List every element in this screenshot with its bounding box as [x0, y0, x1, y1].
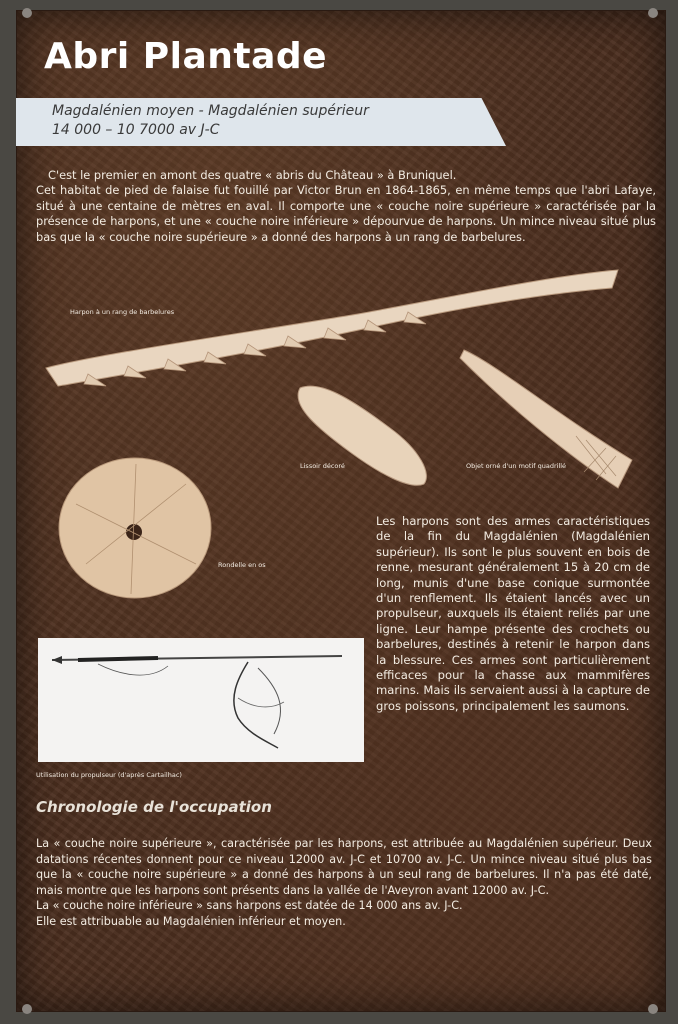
- intro-paragraph-2: Cet habitat de pied de falaise fut fouillé par Victor Brun en 1864-1865, en même temps que l'abri Lafaye, situé à une centaine de mètres en aval. Il comporte une « couche noire supérieure » caractérisée par la présence de harpons, et une « couche noire inférieure » dépourvue de harpons. Un mince niveau situé plus bas que la « couche noire supérieure » a donné des harpons à un rang de barbelures.: [36, 183, 656, 244]
- harpons-description: Les harpons sont des armes caractéristiques de la fin du Magdalénien (Magdalénien supérieur). Ils sont le plus souvent en bois de renne, mesurant généralement 15 à 20 cm de long, munis d'une base conique surmontée d'un renflement. Ils étaient lancés avec un propulseur, auxquels ils étaient reliés par une ligne. Leur hampe présente des crochets ou barbelures, destinés à retenir le harpon dans la blessure. Ces armes sont particulièrement efficaces pour la chasse aux mammifères marins. Mais ils servaient aussi à la capture de gros poissons, principalement les saumons.: [376, 514, 650, 713]
- caption-harpon: Harpon à un rang de barbelures: [70, 308, 175, 316]
- screw-icon: [22, 1004, 32, 1014]
- screw-icon: [22, 8, 32, 18]
- chronology-paragraph-2: La « couche noire inférieure » sans harpons est datée de 14 000 ans av. J-C.: [36, 899, 463, 913]
- lissoir-image: [290, 378, 436, 490]
- rondelle-image: [56, 454, 216, 604]
- propulseur-illustration: [38, 638, 364, 762]
- dates-text: 14 000 – 10 7000 av J-C: [52, 122, 220, 138]
- intro-paragraph-1: C'est le premier en amont des quatre « abris du Château » à Bruniquel.: [48, 168, 457, 182]
- caption-lissoir: Lissoir décoré: [300, 462, 345, 470]
- caption-objet: Objet orné d'un motif quadrillé: [466, 462, 567, 470]
- chronology-heading: Chronologie de l'occupation: [36, 798, 272, 816]
- screw-icon: [648, 1004, 658, 1014]
- period-text: Magdalénien moyen - Magdalénien supérieur: [52, 103, 369, 119]
- chronology-text: [36, 836, 652, 930]
- chronology-paragraph-1: La « couche noire supérieure », caractérisée par les harpons, est attribuée au Magdalénien supérieur. Deux datations récentes donnent pour ce niveau 12000 av. J-C et 10700 av. J-C. Un mince niveau situé plus bas que la « couche noire supérieure » a donné des harpons à un seul rang de barbelures. Il n'a pas été daté, mais montre que les harpons sont présents dans la vallée de l'Aveyron avant 12000 av. J-C.: [36, 837, 652, 897]
- decorated-object-image: [456, 344, 638, 494]
- screw-icon: [648, 8, 658, 18]
- page-title: Abri Plantade: [44, 36, 328, 77]
- caption-propulseur: Utilisation du propulseur (d'après Cartailhac): [36, 771, 182, 779]
- caption-rondelle: Rondelle en os: [218, 561, 266, 569]
- intro-text: [36, 168, 656, 245]
- chronology-paragraph-3: Elle est attribuable au Magdalénien inférieur et moyen.: [36, 914, 346, 928]
